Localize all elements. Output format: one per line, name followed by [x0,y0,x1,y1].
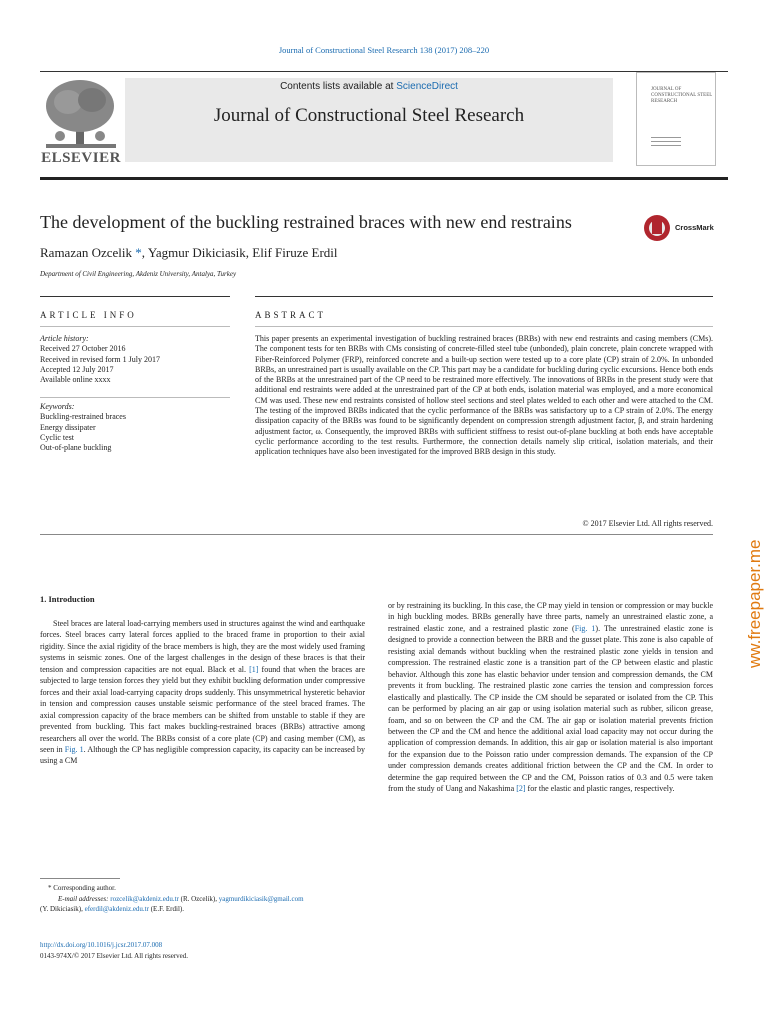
history-item: Accepted 12 July 2017 [40,364,114,374]
keywords-rule [40,397,230,398]
info-top-rule [40,296,230,297]
doi-link[interactable]: http://dx.doi.org/10.1016/j.jcsr.2017.07.008 [40,941,163,949]
freepaper-watermark [738,410,768,670]
author-first: Ramazan Ozcelik [40,245,136,260]
ref-link[interactable]: [2] [516,784,526,794]
contents-prefix: Contents lists available at [280,81,397,92]
intro-text: Steel braces are lateral load-carrying members used in structures against the wind and earthquake forces. Steel braces carry lateral forces applied to the braced frame in proportion to their axial rigidity. Since the axial rigidity of the brace members is high, they are the most widely used framing systems in seismic zones. One of the largest challenges in the design of these braces is that their tension and compression capacities are not equal. Black et al. [40,619,365,674]
keywords [40,402,230,453]
article-info-heading: ARTICLE INFO [40,310,137,320]
author-list [40,245,338,261]
doi-block [40,940,188,961]
footnote-text: Corresponding author. [51,884,116,892]
abstract-heading: ABSTRACT [255,310,327,320]
footnote-star: * [48,884,52,892]
corresponding-note [40,883,380,894]
intro-text: for the elastic and plastic ranges, respectively. [525,784,675,794]
corresponding-author-marker[interactable]: * [135,245,142,260]
intro-right-column [388,600,713,795]
email-owner: (Y. Dikiciasik), [40,905,85,914]
history-item: Available online xxxx [40,375,111,385]
abstract-top-rule [255,296,713,297]
publisher-name: ELSEVIER [41,150,121,166]
paper-title: The development of the buckling restrained braces with new end restrains [40,212,572,232]
intro-left-column [40,618,365,767]
email-owner: (R. Ozcelik), [178,894,219,903]
journal-cover-thumbnail[interactable] [636,72,716,166]
abstract-copyright: © 2017 Elsevier Ltd. All rights reserved. [582,519,713,528]
history-label: Article history: [40,334,89,343]
keyword-item: Buckling-restrained braces [40,412,126,422]
history-item: Received 27 October 2016 [40,344,126,354]
intro-paragraph [388,600,713,795]
figure-link[interactable]: Fig. 1 [64,744,84,754]
keywords-label: Keywords: [40,402,75,411]
section-heading-introduction: 1. Introduction [40,594,95,604]
keyword-item: Energy dissipater [40,422,96,432]
journal-citation[interactable]: Journal of Constructional Steel Research 138 (2017) 208–220 [278,45,490,55]
intro-text: ). The unrestrained elastic zone is designed to provide a connection between the BRB and the gusset plate. This zone is also capable of resisting axial demands without buckling when the restrained plastic zone yields in tension and compression. The restrained elastic zone is a transition part of the CP between elastic and plastic behavior. Although this zone has elastic behavior under tension and compression demands, the CM prevents it from buckling. The restrained plastic zone carries the tension and compression forces elastically and plastically. The CP inside the CM should be separated or isolated from the CP. This can be performed by placing an air gap or using isolation material such as rubber, silicon grease, foam, and so on between the CP and the CM. The air gap or isolation material prevents friction between the CP and the CM and hence the additional axial load capacity may not occur during the application of compression demands. In addition, this air gap or isolation material is also important for the expansion due to the Poisson ratio under compression demands. The expansion of the CP under compression demands creates additional friction between the CP and the CM. In order to determine the gap required between the CP and the CM, Poisson ratios of 0.3 and 0.5 were taken from the study of Uang and Nakashima [388,623,713,794]
abstract-sub-rule [255,326,713,327]
ref-link[interactable]: [1] [249,664,259,674]
article-history [40,334,230,385]
sciencedirect-link[interactable]: ScienceDirect [396,81,458,92]
affiliation: Department of Civil Engineering, Akdeniz University, Antalya, Turkey [40,270,237,278]
email-line [40,894,380,905]
keyword-item: Out-of-plane buckling [40,443,112,453]
watermark-text: ww.freepaper.me [745,539,764,668]
footnote-rule [40,878,120,879]
abstract-bottom-rule [40,534,713,535]
history-item: Received in revised form 1 July 2017 [40,354,160,364]
email-line [40,904,380,915]
info-sub-rule [40,326,230,327]
cover-text-lines [651,137,681,149]
cover-title: JOURNAL OF CONSTRUCTIONAL STEEL RESEARCH [651,87,713,104]
email-label: E-mail addresses: [58,894,109,903]
email-owner: (E.F. Erdil). [148,905,184,914]
keyword-item: Cyclic test [40,432,74,442]
figure-link[interactable]: Fig. 1 [574,623,596,633]
crossmark-label[interactable]: CrossMark [675,223,714,232]
author-rest: , Yagmur Dikiciasik, Elif Firuze Erdil [141,245,338,260]
email-link[interactable]: rozcelik@akdeniz.edu.tr [110,894,179,903]
header-divider [40,71,728,72]
contents-line [125,81,613,92]
abstract-text: This paper presents an experimental investigation of buckling restrained braces (BRBs) with new end restraints and casing members (CMs). The component tests for ten BRBs with CMs consisting of concrete-filled steel tube (unbonded), plain concrete, plain concrete wrapped with Fiber-Reinforced Polymer (FRP), reinforced concrete and a built-up section were tested up to a core plate (CP) strain of 2.0%. In unbonded BRBs, an unrestrained part is usually available on the CP. This part may be a candidate for buckling during cyclic excursions. Hence both ends of the BRBs at the unrestrained part of the CP need to be restrained more effectively. The innovations of BRBs in the present study were that additional end restraints were added at the unrestrained part of the CP at both ends, isolation material was employed, and a more economical CM was used. These new end restraints consisted of hollow steel sections and steel plates welded to each other and were attached to the CM. The testing of the improved BRBs indicated that the cyclic performance of the BRBs was satisfactory up to a CP strain of 2.0%. The energy dissipation capacity of the BRBs was found to be significantly dependent on compression strength adjustment factor, β, and strain hardening adjustment factor, ω. Consequently, the improved BRBs with sufficient stiffness to resist out-of-plane buckling at both ends have acceptable cyclic performance according to the test results. Furthermore, the connection details namely slip critical, isolation materials, and their application techniques have also been investigated for the improved BRB design in this study. [255,334,713,457]
footnote [40,883,380,915]
email-link[interactable]: eferdil@akdeniz.edu.tr [84,905,149,914]
issn-line: 0143-974X/© 2017 Elsevier Ltd. All rights reserved. [40,951,189,960]
header-thick-rule [40,177,728,180]
intro-paragraph [40,618,365,767]
email-link[interactable]: yagmurdikiciasik@gmail.com [218,894,304,903]
journal-title[interactable]: Journal of Constructional Steel Research [213,105,525,126]
intro-text: or by restraining its buckling. In this case, the CP may yield in tension or compression or may buckle in high buckling modes. BRBs generally have three parts, namely an unrestrained elastic zone, a restrained elastic zone, and a restrained plastic zone ( [388,601,713,633]
intro-text: . Although the CP has negligible compression capacity, its capacity can be increased by using a CM [40,744,366,766]
intro-text: found that when the braces are subjected to large tension forces they yield but they exhibit buckling deformation under compressive forces and their axial load-carrying capacity drops suddenly. This unsymmetrical hysteretic behavior in tension and compression causes unstable seismic performance of the steel braced frames. The axial compression capacity of the brace members can be shifted from unstable to stable if they are prevented from buckling. This fact makes buckling-restrained braces (BRBs) attractive among researchers all over the world. The BRBs consist of a core plate (CP) and casing member (CM), as seen in [40,664,365,754]
